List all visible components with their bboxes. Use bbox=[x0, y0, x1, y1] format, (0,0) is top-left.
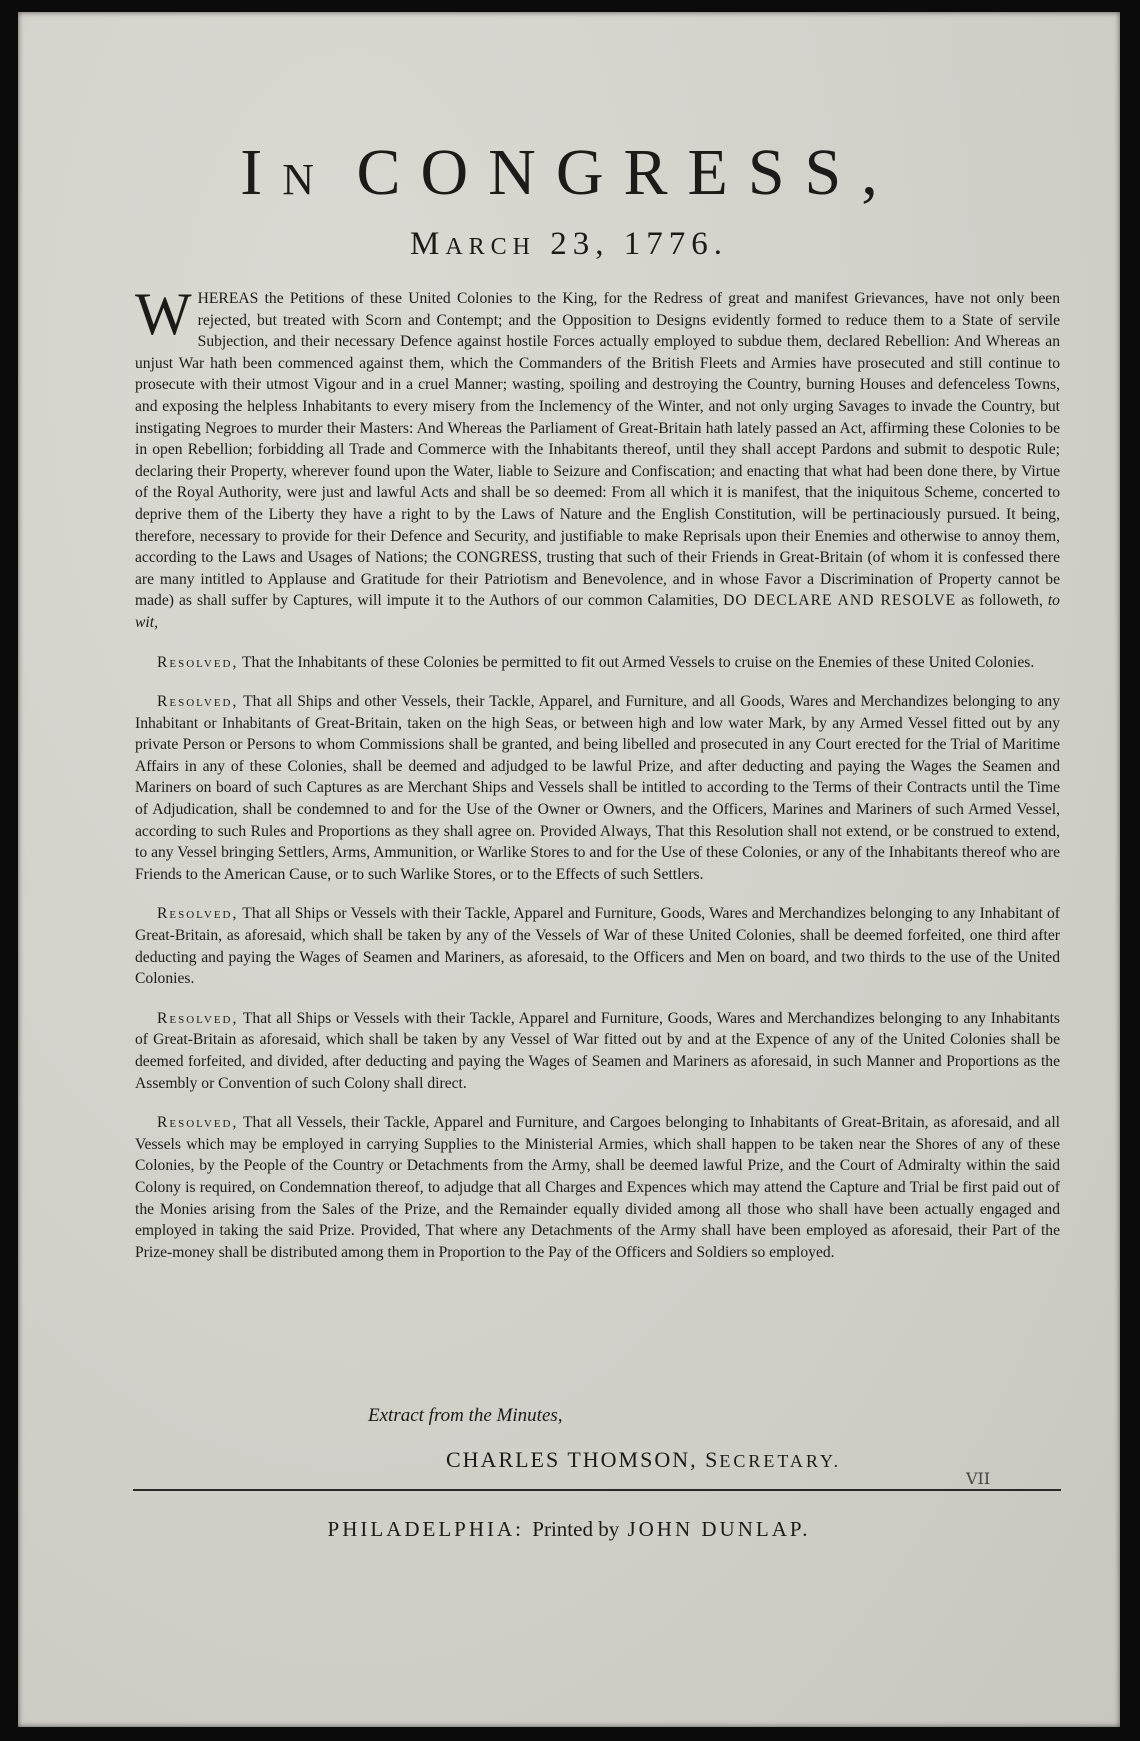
document-date bbox=[18, 226, 1120, 263]
resolution-text: That the Inhabitants of these Colonies be permitted to fit out Armed Vessels to cruise on the Enemies of these United Colonies. bbox=[242, 653, 1035, 671]
resolved-label: Resolved, bbox=[157, 693, 239, 711]
secretary-title-rest: ECRETARY. bbox=[719, 1451, 842, 1471]
resolution-text: That all Ships or Vessels with their Tackle, Apparel and Furniture, Goods, Wares and Merchandizes belonging to any Inhabitant of Great-Britain, as aforesaid, which shall be taken by any of the Vessels of War of these United Colonies, shall be deemed forfeited, one third after deducting and paying the Wages of Seamen and Mariners, as aforesaid, to the Officers and Men on board, and two thirds to the use of the United Colonies. bbox=[135, 905, 1060, 988]
document-sheet bbox=[18, 12, 1120, 1727]
resolution-paragraph-1 bbox=[135, 652, 1060, 674]
divider-rule bbox=[133, 1489, 1061, 1491]
drop-cap: W bbox=[135, 281, 192, 347]
preamble-paragraph bbox=[135, 281, 1061, 634]
resolution-text: That all Vessels, their Tackle, Apparel and Furniture, and Cargoes belonging to Inhabitants of Great-Britain, as aforesaid, and all Vessels which may be employed in carrying Supplies to the Ministerial Armies, which shall happen to be taken near the Shores of any of these Colonies, by the People of the Country or Detachments from the Army, shall be deemed lawful Prize, and the Court of Admiralty within the said Colony is required, on Condemnation thereof, to adjudge that all Charges and Expences which may attend the Capture and Trial be first paid out of the Monies arising from the Sales of the Prize, and the Remainder equally divided among all those who shall have been actually engaged and employed in taking the said Prize. Provided, That where any Detachments of the Army shall have been employed as aforesaid, their Part of the Prize-money shall be distributed among them in Proportion to the Pay of the Officers and Soldiers so employed. bbox=[135, 1114, 1060, 1261]
imprint-place: PHILADELPHIA: bbox=[327, 1517, 525, 1541]
resolution-text: That all Ships and other Vessels, their Tackle, Apparel, and Furniture, and all Goods, Wares and Merchandizes belonging to any Inhabitant or Inhabitants of Great-Britain, taken on the high Seas, or between high and low water Mark, by any Armed Vessel fitted out by any private Person or Persons to whom Commissions shall be granted, and being libelled and prosecuted in any Court erected for the Trial of Maritime Affairs in any of these Colonies, shall be deemed and adjudged to be lawful Prize, and after deducting and paying the Wages the Seamen and Mariners on board of such Captures as are Merchant Ships and Vessels shall be intitled to according to the Terms of their Contracts until the Time of Adjudication, shall be condemned to and for the Use of the Owner or Owners, and the Officers, Marines and Mariners of such Armed Vessel, according to such Rules and Proportions as they shall agree on. Provided Always, That this Resolution shall not extend, or be construed to extend, to any Vessel bringing Settlers, Arms, Ammunition, or Warlike Stores to and for the Use of these Colonies, or any of the Inhabitants thereof who are Friends to the American Cause, or to such Warlike Stores, or to the Effects of such Settlers. bbox=[135, 693, 1060, 883]
preamble-lead: HEREAS bbox=[197, 290, 259, 307]
resolved-label: Resolved, bbox=[157, 1009, 239, 1027]
document-title bbox=[18, 136, 1120, 209]
signature-line bbox=[446, 1447, 841, 1473]
document-body bbox=[135, 281, 1061, 1281]
date-month-rest: ARCH bbox=[445, 234, 537, 260]
resolution-paragraph-2 bbox=[135, 691, 1060, 885]
imprint-footer bbox=[18, 1517, 1120, 1542]
extract-line: Extract from the Minutes, bbox=[368, 1405, 563, 1426]
margin-mark: VII bbox=[966, 1469, 991, 1488]
title-main: CONGRESS, bbox=[356, 136, 898, 209]
secretary-title-initial: S bbox=[705, 1447, 720, 1472]
date-number: 23, 1776. bbox=[550, 226, 729, 262]
resolution-paragraph-3 bbox=[135, 903, 1060, 989]
title-initial-rest: N bbox=[282, 155, 320, 204]
preamble-declare: DO DECLARE AND RESOLVE bbox=[723, 592, 957, 610]
imprint-printer: JOHN DUNLAP. bbox=[627, 1517, 811, 1541]
secretary-name: CHARLES THOMSON, bbox=[446, 1447, 698, 1472]
title-initial: I bbox=[240, 136, 283, 209]
resolution-paragraph-4 bbox=[135, 1008, 1060, 1094]
preamble-tail: as followeth, bbox=[961, 592, 1043, 610]
resolution-paragraph-5 bbox=[135, 1112, 1060, 1263]
resolved-label: Resolved, bbox=[157, 1114, 239, 1132]
resolved-label: Resolved, bbox=[157, 905, 239, 923]
resolved-label: Resolved, bbox=[157, 653, 239, 671]
preamble-text: the Petitions of these United Colonies to the King, for the Redress of great and manifest Grievances, have not only been rejected, but treated with Scorn and Contempt; and the Opposition to Designs evidently formed to reduce them to a State of servile Subjection, and their necessary Defence against hostile Forces actually employed to subdue them, declared Rebellion: And Whereas an unjust War hath been commenced against them, which the Commanders of the British Fleets and Armies have prosecuted and still continue to prosecute with their utmost Vigour and in a cruel Manner; wasting, spoiling and destroying the Country, burning Houses and defenceless Towns, and exposing the helpless Inhabitants to every misery from the Inclemency of the Winter, and not only urging Savages to invade the Country, but instigating Negroes to murder their Masters: And Whereas the Parliament of Great-Britain hath lately passed an Act, affirming these Colonies to be in open Rebellion; forbidding all Trade and Commerce with the Inhabitants thereof, until they shall accept Pardons and submit to despotic Rule; declaring their Property, wherever found upon the Water, liable to Seizure and Confiscation; and enacting that what had been done there, by Virtue of the Royal Authority, were just and lawful Acts and shall be so deemed: From all which it is manifest, that the iniquitous Scheme, concerted to deprive them of the Liberty they have a right to by the Laws of Nature and the English Constitution, will be pertinaciously pursued. It being, therefore, necessary to provide for their Defence and Security, and justifiable to make Reprisals upon their Enemies and otherwise to annoy them, according to the Laws and Usages of Nations; the CONGRESS, trusting that such of their Friends in Great-Britain (of whom it is confessed there are many intitled to Applause and Gratitude for their Patriotism and Benevolence, and in whose Favor a Discrimination of Property cannot be made) as shall suffer by Captures, will impute it to the Authors of our common Calamities, bbox=[135, 290, 1061, 610]
resolution-text: That all Ships or Vessels with their Tackle, Apparel and Furniture, Goods, Wares and Merchandizes belonging to any Inhabitants of Great-Britain as aforesaid, which shall be taken by any Vessel of War fitted out by and at the Expence of any of the United Colonies shall be deemed forfeited, and divided, after deducting and paying the Wages of Seamen and Mariners as aforesaid, in such Manner and Proportions as the Assembly or Convention of such Colony shall direct. bbox=[135, 1009, 1060, 1092]
preamble-to-wit: to wit, bbox=[135, 592, 1060, 631]
date-initial: M bbox=[409, 226, 446, 262]
imprint-printed-by: Printed by bbox=[532, 1517, 620, 1541]
